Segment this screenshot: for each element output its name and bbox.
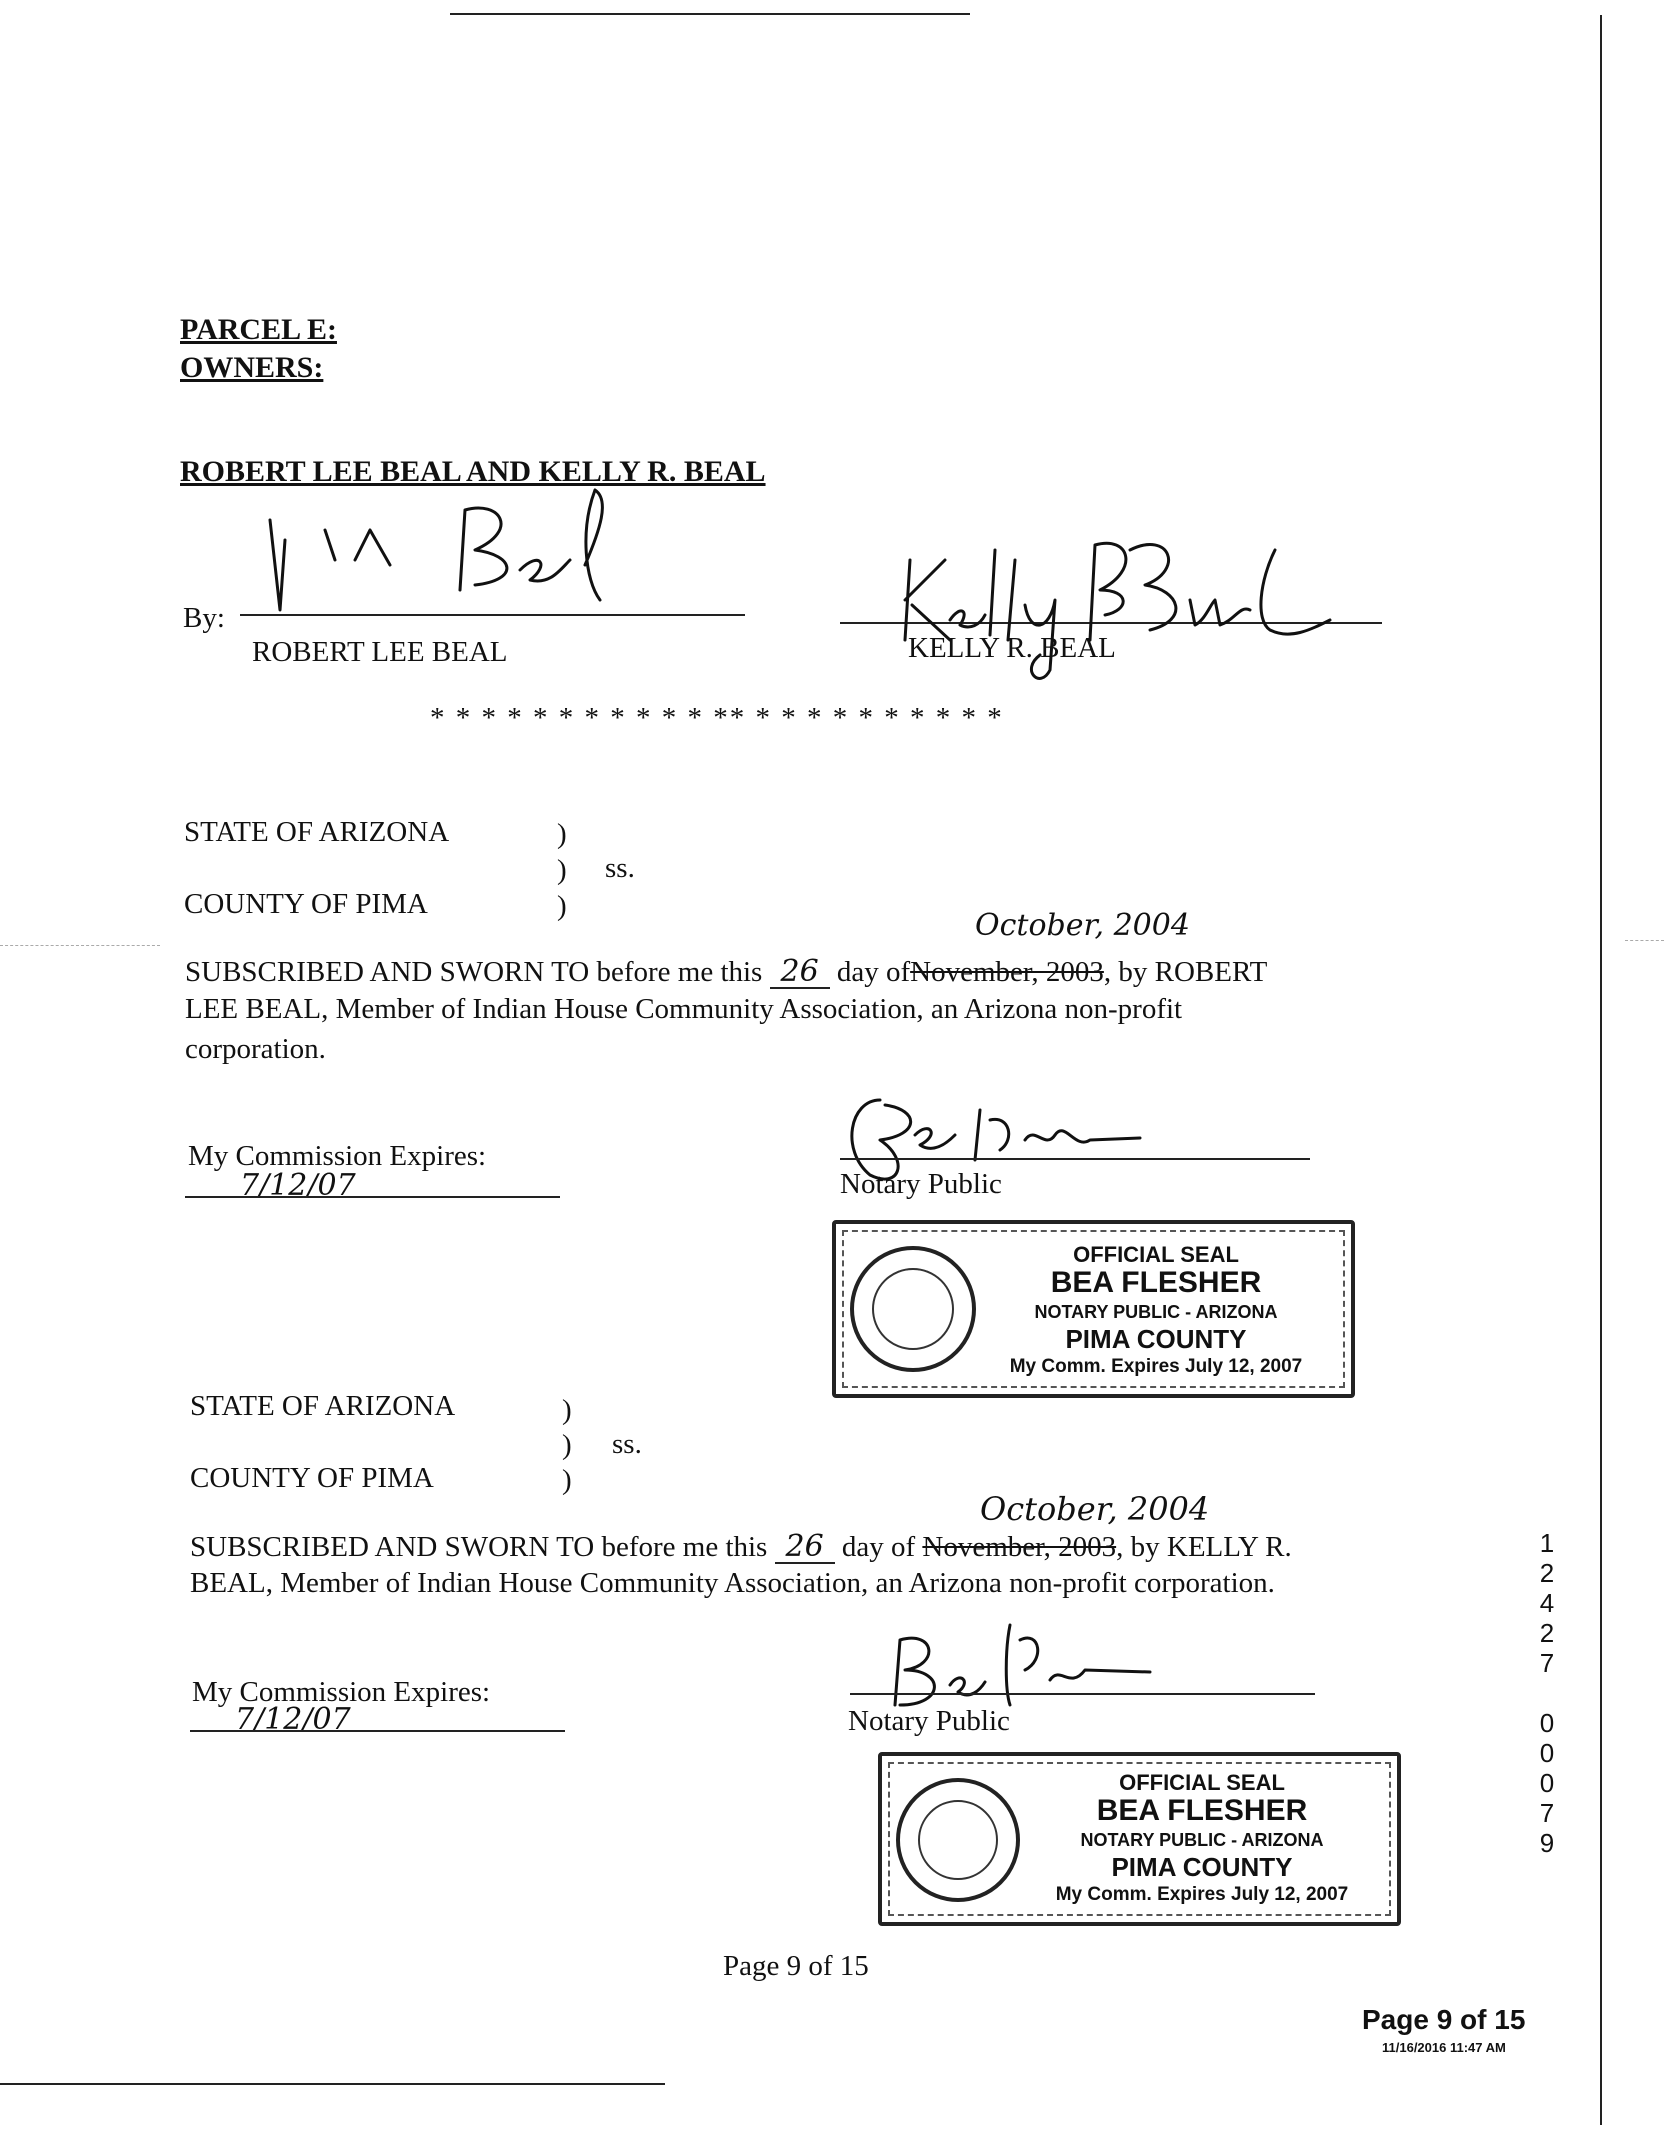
bottom-left-scan-line — [0, 2083, 665, 2085]
paren-1c: ) — [557, 890, 567, 922]
paren-1a: ) — [557, 818, 567, 850]
seal-expires-2: My Comm. Expires July 12, 2007 — [1055, 1884, 1349, 1905]
notary-label-1: Notary Public — [840, 1168, 1002, 1200]
seal-county-2: PIMA COUNTY — [1111, 1852, 1293, 1882]
paren-1b: ) — [557, 854, 567, 886]
seal-emblem-ring-2 — [918, 1800, 998, 1880]
owners-label: OWNERS: — [180, 351, 324, 384]
seal-title-2: OFFICIAL SEAL — [1119, 1770, 1285, 1795]
page-number-right: Page 9 of 15 — [1362, 2004, 1526, 2035]
county-label-1: COUNTY OF PIMA — [184, 888, 428, 920]
owners-heading: ROBERT LEE BEAL AND KELLY R. BEAL — [180, 455, 766, 488]
state-label-2: STATE OF ARIZONA — [190, 1390, 456, 1422]
recording-number: 12427 00079 — [1532, 1528, 1562, 1858]
seal-emblem-ring-1 — [872, 1268, 954, 1350]
seal-county-1: PIMA COUNTY — [1065, 1324, 1247, 1354]
handwritten-date-2: October, 2004 — [980, 1490, 1210, 1528]
seal-name-2: BEA FLESHER — [1096, 1794, 1308, 1827]
by-label: By: — [183, 602, 225, 634]
state-label-1: STATE OF ARIZONA — [184, 816, 450, 848]
county-label-2: COUNTY OF PIMA — [190, 1462, 434, 1494]
sworn-line2-block2: BEAL, Member of Indian House Community Association, an Arizona non-profit corporation. — [190, 1567, 1275, 1599]
page-number-center: Page 9 of 15 — [723, 1950, 869, 1982]
commission-handwritten-1: 7/12/07 — [240, 1168, 356, 1203]
signature-kelly-beal — [890, 530, 1350, 660]
notary-seal-2 — [878, 1752, 1401, 1926]
day-handwritten-1: 26 — [770, 957, 830, 989]
seal-role-1: NOTARY PUBLIC - ARIZONA — [1034, 1302, 1278, 1322]
struck-date-1: November, 2003 — [910, 956, 1104, 988]
commission-handwritten-2: 7/12/07 — [235, 1702, 351, 1737]
commission-label-1: My Commission Expires: — [188, 1140, 487, 1172]
notary-label-2: Notary Public — [848, 1705, 1010, 1737]
struck-date-2: November, 2003 — [922, 1531, 1117, 1563]
notary-line-2 — [850, 1693, 1315, 1695]
day-handwritten-2: 26 — [775, 1532, 835, 1564]
paren-2c: ) — [562, 1464, 572, 1496]
seal-expires-1: My Comm. Expires July 12, 2007 — [1009, 1356, 1303, 1377]
paren-2a: ) — [562, 1394, 572, 1426]
signature-robert-beal — [240, 470, 620, 620]
signer2-name: KELLY R. BEAL — [908, 632, 1116, 664]
ss-label-2: ss. — [612, 1428, 642, 1460]
day-of-1: day of — [836, 956, 911, 988]
commission-label-2: My Commission Expires: — [192, 1676, 491, 1708]
parcel-label: PARCEL E: — [180, 313, 337, 346]
seal-name-1: BEA FLESHER — [1050, 1266, 1262, 1299]
seal-role-2: NOTARY PUBLIC - ARIZONA — [1080, 1830, 1324, 1850]
sworn-suffix-2: , by KELLY R. — [1116, 1531, 1292, 1563]
page-timestamp: 11/16/2016 11:47 AM — [1382, 2040, 1506, 2055]
ss-label-1: ss. — [605, 852, 635, 884]
right-margin-line — [1600, 15, 1602, 2125]
top-scan-line — [450, 13, 970, 15]
notary-line-1 — [840, 1158, 1310, 1160]
sworn-line3-block1: corporation. — [185, 1033, 326, 1065]
notary-seal-1 — [832, 1220, 1355, 1398]
separator-stars: * * * * * * * * * * * ** * * * * * * * * * * — [430, 702, 1004, 734]
sworn-line1-block2 — [190, 1527, 1292, 1567]
sworn-prefix-1: SUBSCRIBED AND SWORN TO before me this — [185, 956, 763, 988]
signer1-name: ROBERT LEE BEAL — [252, 636, 508, 668]
commission-line-2 — [190, 1730, 565, 1732]
right-fold-dash — [1625, 940, 1664, 941]
handwritten-date-1: October, 2004 — [975, 908, 1190, 943]
seal-emblem-2 — [896, 1778, 1020, 1902]
sworn-prefix-2: SUBSCRIBED AND SWORN TO before me this — [190, 1531, 768, 1563]
left-fold-dash — [0, 945, 160, 946]
sworn-line2-block1: LEE BEAL, Member of Indian House Community Association, an Arizona non-profit — [185, 993, 1183, 1025]
sworn-line1-block1 — [185, 952, 1267, 992]
paren-2b: ) — [562, 1429, 572, 1461]
seal-title-1: OFFICIAL SEAL — [1073, 1242, 1239, 1267]
commission-line-1 — [185, 1196, 560, 1198]
seal-emblem-1 — [850, 1246, 976, 1372]
sworn-suffix-1: , by ROBERT — [1103, 956, 1268, 988]
day-of-2: day of — [841, 1531, 916, 1563]
